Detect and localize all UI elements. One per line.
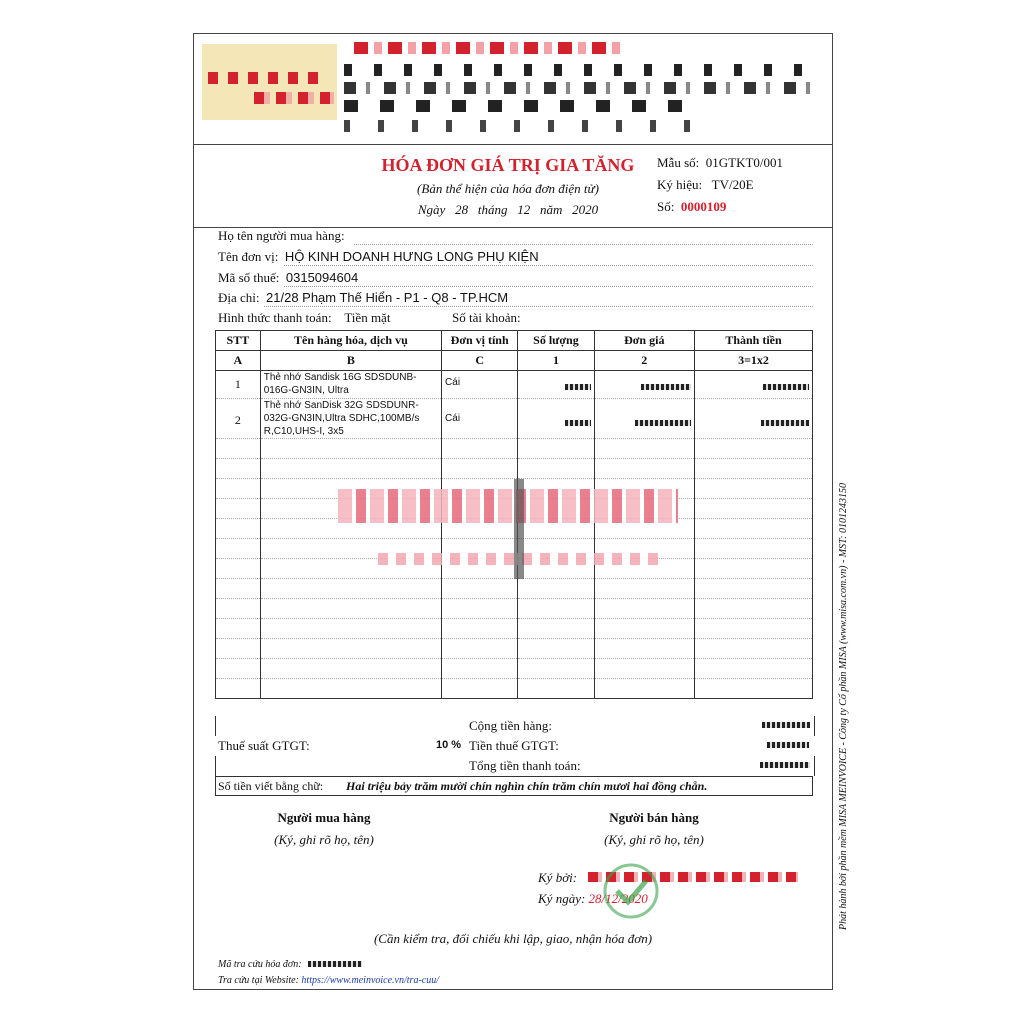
invoice-year: 2020: [572, 202, 599, 217]
invoice-title-block: [194, 144, 832, 228]
amount-in-words-row: Số tiền viết bằng chữ: Hai triệu bảy trăm mười chín nghìn chín trăm chín mươi hai đồng chẵn.: [215, 776, 813, 796]
seller-header-redacted: [194, 34, 832, 144]
buyer-address-row: Địa chỉ: 21/28 Phạm Thế Hiển - P1 - Q8 - TP.HCM: [218, 290, 509, 305]
check-note: (Cần kiểm tra, đối chiếu khi lập, giao, nhận hóa đơn): [373, 931, 653, 946]
invoice-subtitle: (Bản thể hiện của hóa đơn điện tử): [417, 181, 599, 196]
total-redacted: [763, 384, 809, 390]
invoice-symbol: Ký hiệu: TV/20E: [657, 177, 754, 192]
buyer-tax-value: 0315094604: [285, 270, 359, 285]
account-label: Số tài khoản:: [452, 310, 521, 325]
payment-row: Hình thức thanh toán: Tiền mặt Số tài khoản:: [218, 310, 521, 325]
signed-date-row: Ký ngày: 28/12/2020: [538, 891, 648, 906]
invoice-page: [193, 33, 833, 990]
qty-redacted: [565, 420, 591, 426]
buyer-address-value: 21/28 Phạm Thế Hiển - P1 - Q8 - TP.HCM: [266, 290, 509, 305]
signature-check-icon: [599, 859, 663, 923]
form-number: Mẫu số: 01GTKT0/001: [657, 155, 784, 170]
redacted-watermark: [338, 479, 678, 589]
buyer-signature: Người mua hàng (Ký, ghi rõ họ, tên): [274, 810, 374, 847]
table-row: 1 Thẻ nhớ Sandisk 16G SDSDUNB-016G-GN3IN, Ultra Cái: [216, 371, 813, 399]
grand-total-row: Tổng tiền thanh toán:: [215, 756, 815, 776]
invoice-number: Số: 0000109: [657, 199, 727, 214]
vat-row: Thuế suất GTGT: 10 % Tiền thuế GTGT:: [194, 736, 813, 756]
subtotal-row: Cộng tiền hàng:: [215, 716, 815, 736]
buyer-unit-row: Tên đơn vị: HỘ KINH DOANH HƯNG LONG PHỤ KIỆN: [218, 249, 539, 264]
invoice-title: HÓA ĐƠN GIÁ TRỊ GIA TĂNG: [381, 155, 635, 175]
invoice-month: 12: [517, 202, 531, 217]
total-redacted: [761, 420, 809, 426]
lookup-code-row: Mã tra cứu hóa đơn:: [218, 959, 362, 970]
invoice-day: 28: [455, 202, 469, 217]
grand-total-redacted: [760, 762, 810, 768]
buyer-unit-value: HỘ KINH DOANH HƯNG LONG PHỤ KIỆN: [284, 249, 539, 264]
seller-signature: Người bán hàng (Ký, ghi rõ họ, tên): [604, 810, 704, 847]
lookup-code-redacted: [308, 961, 362, 967]
lookup-site-link[interactable]: https://www.meinvoice.vn/tra-cuu/: [301, 975, 439, 986]
lookup-site-row: Tra cứu tại Website: https://www.meinvoice.vn/tra-cuu/: [218, 975, 439, 986]
vat-redacted: [767, 742, 809, 748]
table-code-row: A B C 1 2 3=1x2: [216, 351, 813, 371]
publisher-side-text: Phát hành bởi phần mềm MISA MEINVOICE - Công ty Cổ phần MISA (www.misa.com.vn) - MST: 0101243150: [838, 483, 849, 930]
buyer-tax-row: Mã số thuế: 0315094604: [218, 270, 359, 285]
signed-by-row: Ký bởi:: [538, 870, 578, 885]
table-header-row: STT Tên hàng hóa, dịch vụ Đơn vị tính Số lượng Đơn giá Thành tiền: [216, 331, 813, 351]
table-row: 2 Thẻ nhớ SanDisk 32G SDSDUNR-032G-GN3IN,Ultra SDHC,100MB/s R,C10,UHS-I, 3x5 Cái: [216, 399, 813, 439]
invoice-date: Ngày 28 tháng 12 năm 2020: [417, 202, 599, 217]
price-redacted: [635, 420, 691, 426]
subtotal-redacted: [762, 722, 810, 728]
qty-redacted: [565, 384, 591, 390]
price-redacted: [641, 384, 691, 390]
payment-value: Tiền mặt: [344, 310, 391, 325]
buyer-name-row: Họ tên người mua hàng:: [218, 228, 345, 243]
